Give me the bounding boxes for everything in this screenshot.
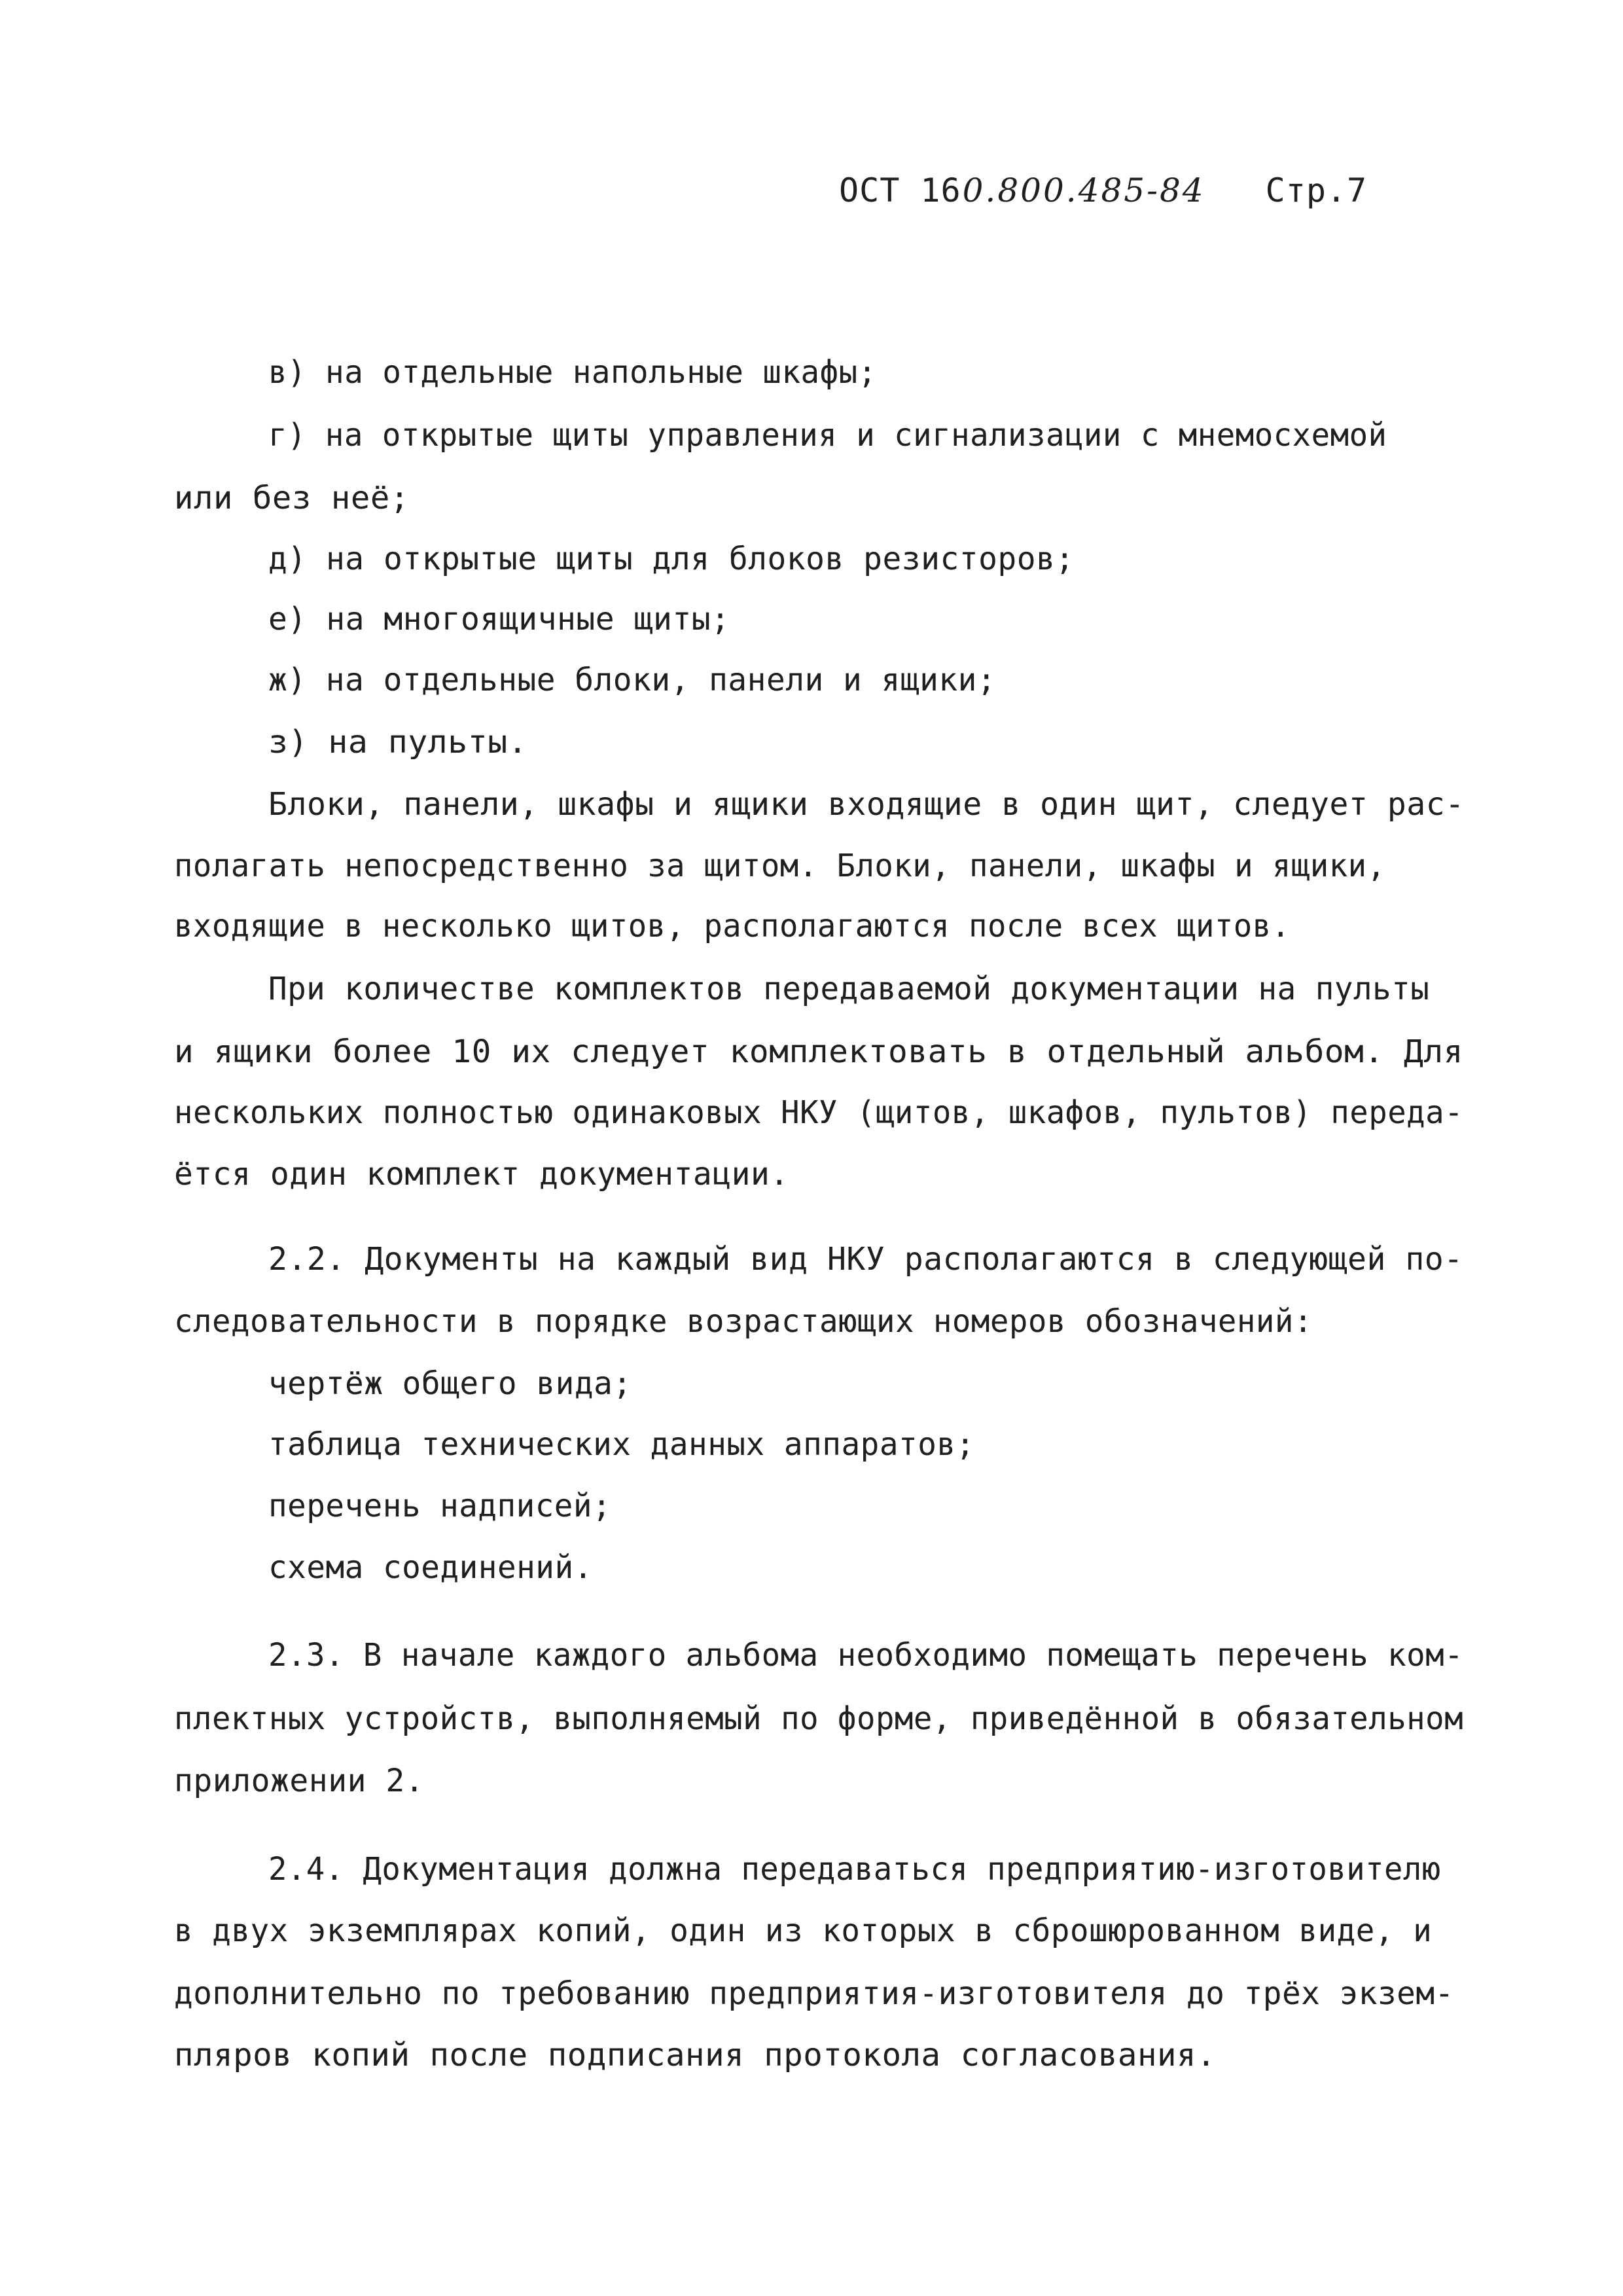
list-item-zh: ж) на отдельные блоки, панели и ящики; [268, 662, 997, 698]
document-list-item: таблица технических данных аппаратов; [268, 1426, 975, 1463]
clause-2-3-line-2: плектных устройств, выполняемый по форме, приведённой в обязательном [174, 1700, 1464, 1737]
paragraph-quantity-line-2: и ящики более 10 их следует комплектовать в отдельный альбом. Для [174, 1033, 1463, 1070]
doc-number-prefix: ОСТ 16 [839, 171, 961, 209]
document-list-item: перечень надписей; [268, 1488, 612, 1524]
page-header [839, 171, 1367, 209]
clause-2-3-line-1: 2.3. В начале каждого альбома необходимо помещать перечень ком- [268, 1637, 1464, 1674]
clause-2-4-line-1: 2.4. Документация должна передаваться предприятию-изготовителю [268, 1851, 1441, 1888]
list-item-d: д) на открытые щиты для блоков резисторов; [268, 541, 1075, 577]
list-item-e: е) на многоящичные щиты; [268, 601, 730, 637]
list-item-v: в) на отдельные напольные шкафы; [268, 354, 877, 391]
document-list-item: чертёж общего вида; [268, 1365, 632, 1402]
clause-2-4-line-4: пляров копий после подписания протокола согласования. [174, 2037, 1217, 2073]
clause-2-4-line-3: дополнительно по требованию предприятия-изготовителя до трёх экзем- [174, 1975, 1454, 2012]
clause-2-3-line-3: приложении 2. [174, 1763, 425, 1799]
paragraph-quantity-line-3: нескольких полностью одинаковых НКУ (щитов, шкафов, пультов) переда- [174, 1094, 1464, 1131]
list-item-g: г) на открытые щиты управления и сигнализации с мнемосхемой [268, 417, 1387, 454]
document-list-item: схема соединений. [268, 1549, 593, 1586]
list-item-z: з) на пульты. [268, 724, 528, 761]
paragraph-quantity-line-1: При количестве комплектов передаваемой документации на пульты [268, 971, 1430, 1007]
paragraph-blocks-line-3: входящие в несколько щитов, располагаются после всех щитов. [174, 908, 1291, 944]
paragraph-blocks-line-1: Блоки, панели, шкафы и ящики входящие в один щит, следует рас- [268, 786, 1465, 823]
list-item-g-continued: или без неё; [174, 480, 410, 516]
clause-2-2-line-1: 2.2. Документы на каждый вид НКУ располагаются в следующей по- [268, 1241, 1463, 1278]
paragraph-blocks-line-2: полагать непосредственно за щитом. Блоки, панели, шкафы и ящики, [174, 848, 1386, 884]
paragraph-quantity-line-4: ётся один комплект документации. [174, 1156, 789, 1193]
page-number: Стр.7 [1265, 171, 1368, 209]
clause-2-4-line-2: в двух экземплярах копий, один из которых в сброшюрованном виде, и [174, 1912, 1433, 1949]
clause-2-2-line-2: следовательности в порядке возрастающих номеров обозначений: [174, 1303, 1313, 1340]
doc-number-handwritten: 0.800.485-84 [962, 171, 1205, 209]
